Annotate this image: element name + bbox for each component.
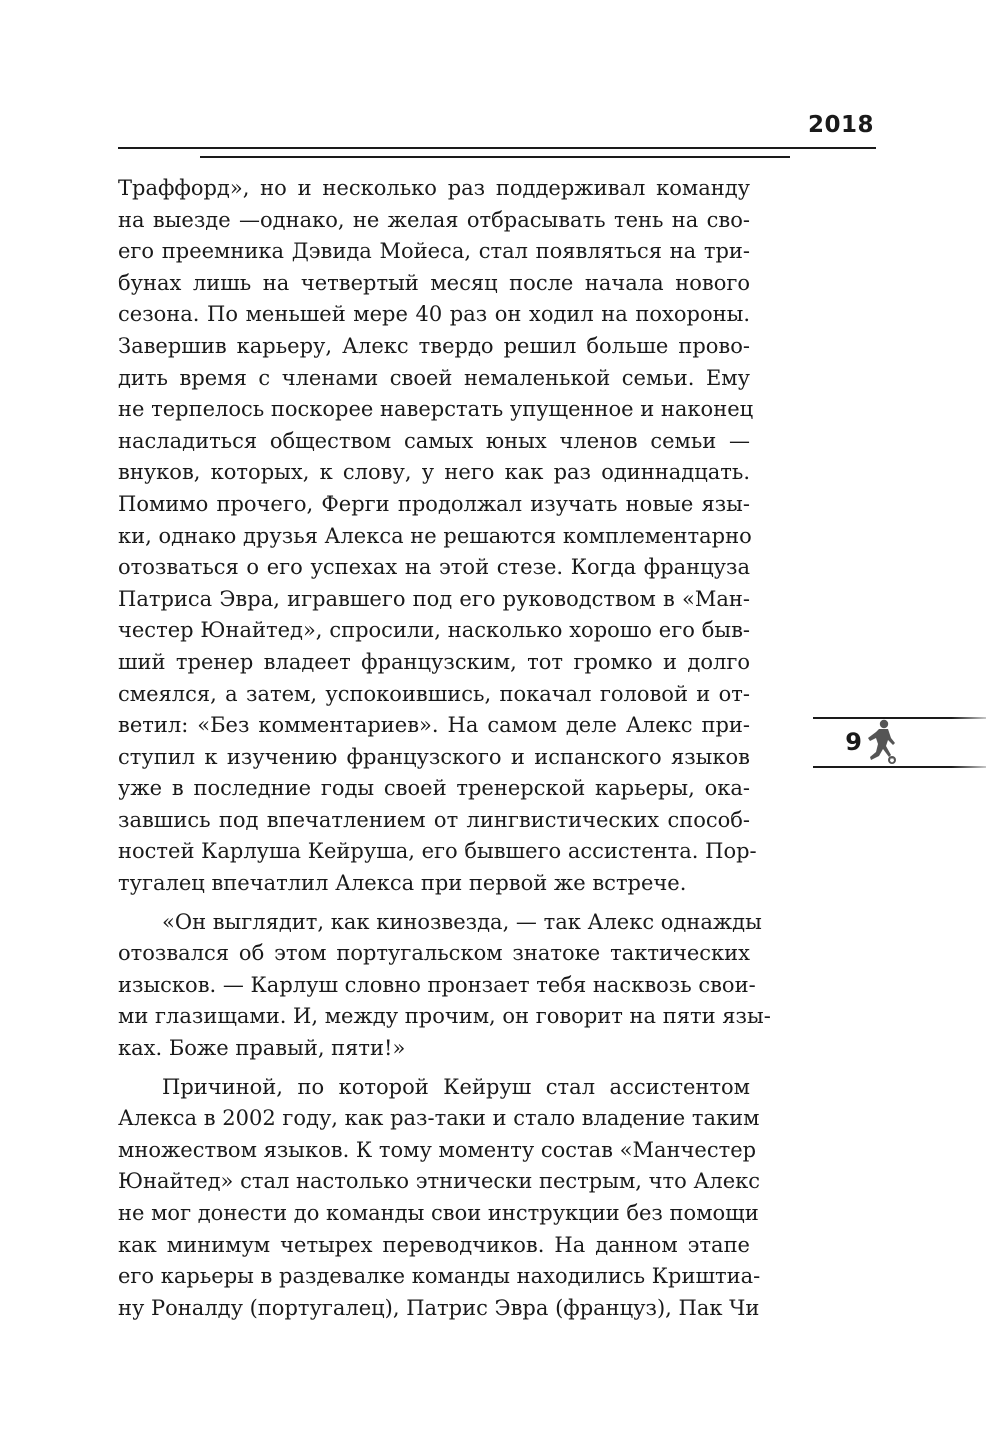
text-line: Юнайтед» стал настолько этнически пестрым, что Алекс bbox=[118, 1169, 761, 1194]
text-line: Траффорд», но и несколько раз поддерживал команду bbox=[118, 176, 750, 200]
text-line: бунах лишь на четвертый месяц после начала нового bbox=[118, 270, 750, 295]
text-line: Алекса в 2002 году, как раз-таки и стало владение таким bbox=[118, 1106, 760, 1131]
text-line: на выезде —однако, не желая отбрасывать тень на сво- bbox=[118, 207, 750, 232]
text-line: отозвался об этом португальском знатоке тактических bbox=[118, 941, 750, 966]
text-line: его преемника Дэвида Мойеса, стал появляться на три- bbox=[118, 239, 750, 264]
body-text bbox=[118, 173, 771, 1324]
text-line: как минимум четырех переводчиков. На данном этапе bbox=[118, 1232, 750, 1257]
running-header-year: 2018 bbox=[807, 112, 874, 138]
text-line: честер Юнайтед», спросили, насколько хорошо его быв- bbox=[118, 618, 750, 643]
header-rule-bottom bbox=[200, 156, 790, 158]
text-line: дить время с членами своей немаленькой семьи. Ему bbox=[118, 365, 750, 390]
text-line: «Он выглядит, как кинозвезда, — так Алекс однажды bbox=[162, 909, 762, 934]
text-line: ветил: «Без комментариев». На самом деле Алекс при- bbox=[118, 713, 750, 738]
text-line: изысков. — Карлуш словно пронзает тебя насквозь свои- bbox=[118, 972, 756, 997]
text-line: Патриса Эвра, игравшего под его руководством в «Ман- bbox=[118, 586, 750, 611]
page-number: 9 bbox=[845, 728, 862, 756]
text-line: ступил к изучению французского и испанского языков bbox=[118, 744, 750, 769]
text-line: Причиной, по которой Кейруш стал ассистентом bbox=[162, 1074, 750, 1099]
text-line: Завершив карьеру, Алекс твердо решил больше прово- bbox=[118, 333, 750, 358]
text-line: ках. Боже правый, пяти!» bbox=[118, 1036, 406, 1061]
text-line: завшись под впечатлением от лингвистических способ- bbox=[118, 807, 750, 832]
paragraph-gap bbox=[118, 1065, 750, 1072]
text-line: ми глазищами. И, между прочим, он говорит на пяти язы- bbox=[118, 1004, 771, 1029]
paragraph-gap bbox=[118, 900, 750, 907]
text-line: смеялся, а затем, успокоившись, покачал головой и от- bbox=[118, 681, 750, 706]
football-player-icon bbox=[862, 718, 900, 766]
text-line: не мог донести до команды свои инструкции без помощи bbox=[118, 1201, 759, 1225]
text-line: тугалец впечатлил Алекса при первой же встрече. bbox=[118, 871, 687, 896]
text-line: ший тренер владеет французским, тот громко и долго bbox=[118, 649, 750, 674]
text-line: не терпелось поскорее наверстать упущенное и наконец bbox=[118, 397, 754, 422]
text-line: уже в последние годы своей тренерской карьеры, ока- bbox=[118, 776, 750, 801]
text-line: отозваться о его успехах на этой стезе. Когда француза bbox=[118, 555, 750, 580]
header-rule-top bbox=[118, 147, 876, 149]
text-line: насладиться обществом самых юных членов семьи — bbox=[118, 428, 750, 453]
text-line: Помимо прочего, Ферги продолжал изучать новые язы- bbox=[118, 491, 750, 516]
text-line: его карьеры в раздевалке команды находились Криштиа- bbox=[118, 1264, 761, 1289]
text-line: ностей Карлуша Кейруша, его бывшего ассистента. Пор- bbox=[118, 839, 757, 864]
side-rule-bottom bbox=[813, 766, 986, 768]
text-line: сезона. По меньшей мере 40 раз он ходил на похороны. bbox=[118, 302, 750, 327]
text-line: внуков, которых, к слову, у него как раз одиннадцать. bbox=[118, 460, 750, 485]
text-line: ки, однако друзья Алекса не решаются комплементарно bbox=[118, 523, 752, 548]
text-line: ну Роналду (португалец), Патрис Эвра (француз), Пак Чи bbox=[118, 1295, 760, 1320]
text-line: множеством языков. К тому моменту состав «Манчестер bbox=[118, 1137, 757, 1162]
